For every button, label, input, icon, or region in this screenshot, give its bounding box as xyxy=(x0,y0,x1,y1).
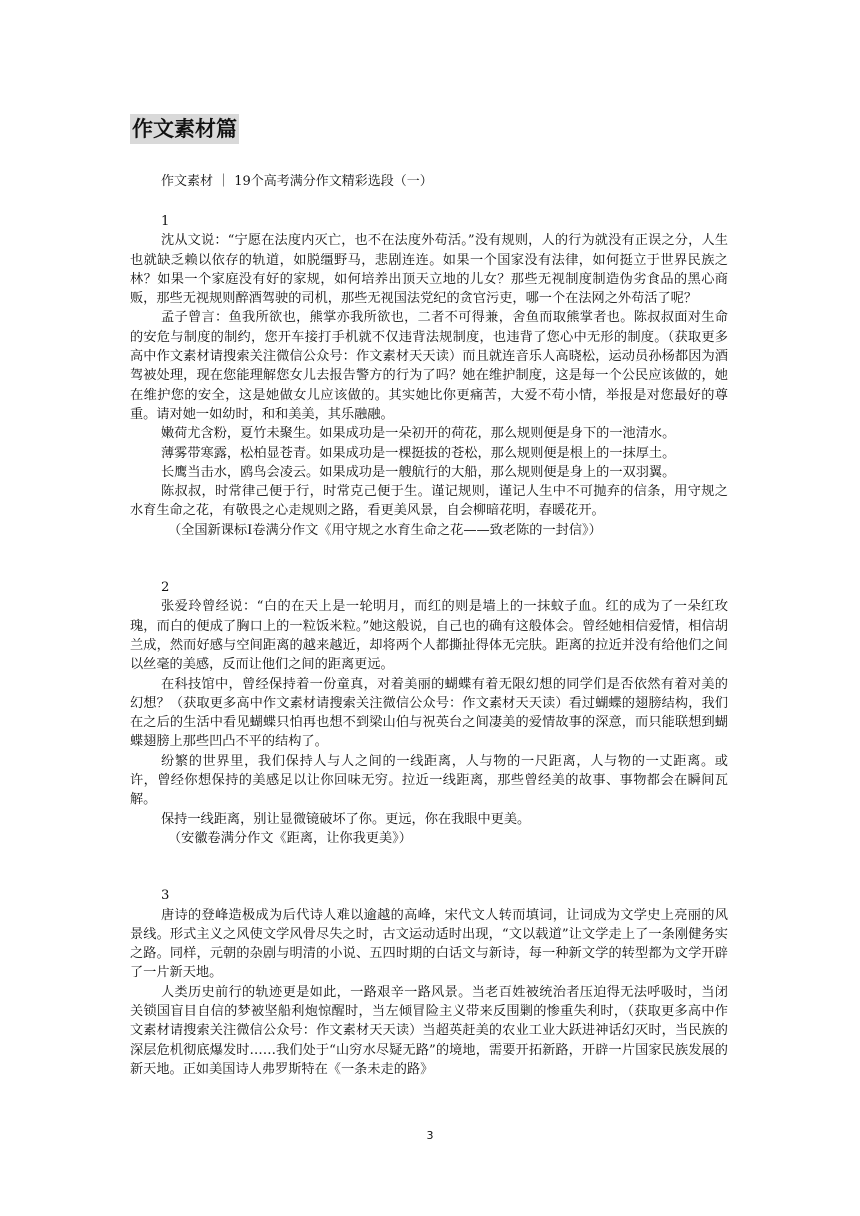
paragraph: 陈叔叔，时常律己便于行，时常克己便于生。谨记规则，谨记人生中不可抛弃的信条，用守规之水育生命之花，有敬畏之心走规则之路，看更美风景，自会柳暗花明，春暖花开。 xyxy=(130,484,728,519)
excerpt-number: 1 xyxy=(161,214,170,229)
excerpt-source: （全国新课标Ⅰ卷满分作文《用守规之水育生命之花——致老陈的一封信》） xyxy=(168,522,602,538)
paragraph: 沈从文说：“宁愿在法度内灭亡，也不在法度外苟活。”没有规则，人的行为就没有正误之分，人生也就缺乏赖以依存的轨道，如脱缰野马，悲剧连连。如果一个国家没有法律，如何挺立于世界民族之林？如果一个家庭没有好的家规，如何培养出顶天立地的儿女？那些无视制度制造伪劣食品的黑心商贩，那些无视规则醉酒驾驶的司机，那些无视国法党纪的贪官污吏，哪一个在法网之外苟活了呢？ xyxy=(130,233,728,307)
article-body xyxy=(130,212,728,1079)
paragraph: 在科技馆中，曾经保持着一份童真，对着美丽的蝴蝶有着无限幻想的同学们是否依然有着对美的幻想？（获取更多高中作文素材请搜索关注微信公众号：作文素材天天读）看过蝴蝶的翅膀结构，我们在之后的生活中看见蝴蝶只怕再也想不到梁山伯与祝英台之间凄美的爱情故事的深意，而只能联想到蝴蝶翅膀上那些凹凸不平的结构了。 xyxy=(130,676,728,750)
paragraph: 纷繁的世界里，我们保持人与人之间的一线距离，人与物的一尺距离，人与物的一丈距离。或许，曾经你想保持的美感足以让你回味无穷。拉近一线距离，那些曾经美的故事、事物都会在瞬间瓦解。 xyxy=(130,753,728,808)
excerpt-block-3 xyxy=(130,886,728,1079)
excerpt-block-1 xyxy=(130,212,728,540)
article-subtitle: 作文素材 ｜ 19个高考满分作文精彩选段（一） xyxy=(161,174,433,189)
excerpt-block-2 xyxy=(130,578,728,848)
section-title: 作文素材篇 xyxy=(130,114,239,144)
paragraph: 孟子曾言：鱼我所欲也，熊掌亦我所欲也，二者不可得兼，舍鱼而取熊掌者也。陈叔叔面对生命的安危与制度的制约，您开车接打手机就不仅违背法规制度，也违背了您心中无形的制度。（获取更多高中作文素材请搜索关注微信公众号：作文素材天天读）而且就连音乐人高晓松，运动员孙杨都因为酒驾被处理，现在您能理解您女儿去报告警方的行为了吗？她在维护制度，这是每一个公民应该做的，她在维护您的安全，这是她做女儿应该做的。其实她比你更痛苦，大爱不苟小情，举报是对您最好的尊重。请对她一如幼时，和和美美，其乐融融。 xyxy=(130,310,728,422)
page-number: 3 xyxy=(426,1129,434,1142)
paragraph: 张爱玲曾经说：“白的在天上是一轮明月，而红的则是墙上的一抹蚊子血。红的成为了一朵红玫瑰，而白的便成了胸口上的一粒饭米粒。”她这般说，自己也的确有这般体会。曾经她相信爱情，相信胡兰成，然而好感与空间距离的越来越近，却将两个人都撕扯得体无完肤。距离的拉近并没有给他们之间以丝毫的美感，反而让他们之间的距离更远。 xyxy=(130,599,728,673)
paragraph: 人类历史前行的轨迹更是如此，一路艰辛一路风景。当老百姓被统治者压迫得无法呼吸时，当闭关锁国盲目自信的梦被坚船利炮惊醒时，当左倾冒险主义带来反围剿的惨重失利时，（获取更多高中作文素材请搜索关注微信公众号：作文素材天天读）当超英赶美的农业工业大跃进神话幻灭时，当民族的深层危机彻底爆发时……我们处于“山穷水尽疑无路”的境地，需要开拓新路，开辟一片国家民族发展的新天地。正如美国诗人弗罗斯特在《一条未走的路》 xyxy=(130,984,728,1077)
excerpt-source: （安徽卷满分作文《距离，让你我更美》） xyxy=(168,830,412,846)
excerpt-number: 3 xyxy=(161,888,170,904)
paragraph: 薄雾带寒露，松柏显苍青。如果成功是一棵挺拔的苍松，那么规则便是根上的一抹厚土。 xyxy=(161,445,676,461)
paragraph: 唐诗的登峰造极成为后代诗人难以逾越的高峰，宋代文人转而填词，让词成为文学史上亮丽的风景线。形式主义之风使文学风骨尽失之时，古文运动适时出现，“文以载道”让文学走上了一条刚健务实之路。同样，元朝的杂剧与明清的小说、五四时期的白话文与新诗，每一种新文学的转型都为文学开辟了一片新天地。 xyxy=(130,907,728,981)
paragraph: 嫩荷尤含粉，夏竹未聚生。如果成功是一朵初开的荷花，那么规则便是身下的一池清水。 xyxy=(161,426,676,442)
excerpt-number: 2 xyxy=(161,580,170,596)
paragraph: 长鹰当击水，鸥鸟会凌云。如果成功是一艘航行的大船，那么规则便是身上的一双羽翼。 xyxy=(161,464,676,480)
paragraph: 保持一线距离，别让显微镜破坏了你。更远，你在我眼中更美。 xyxy=(161,811,531,827)
